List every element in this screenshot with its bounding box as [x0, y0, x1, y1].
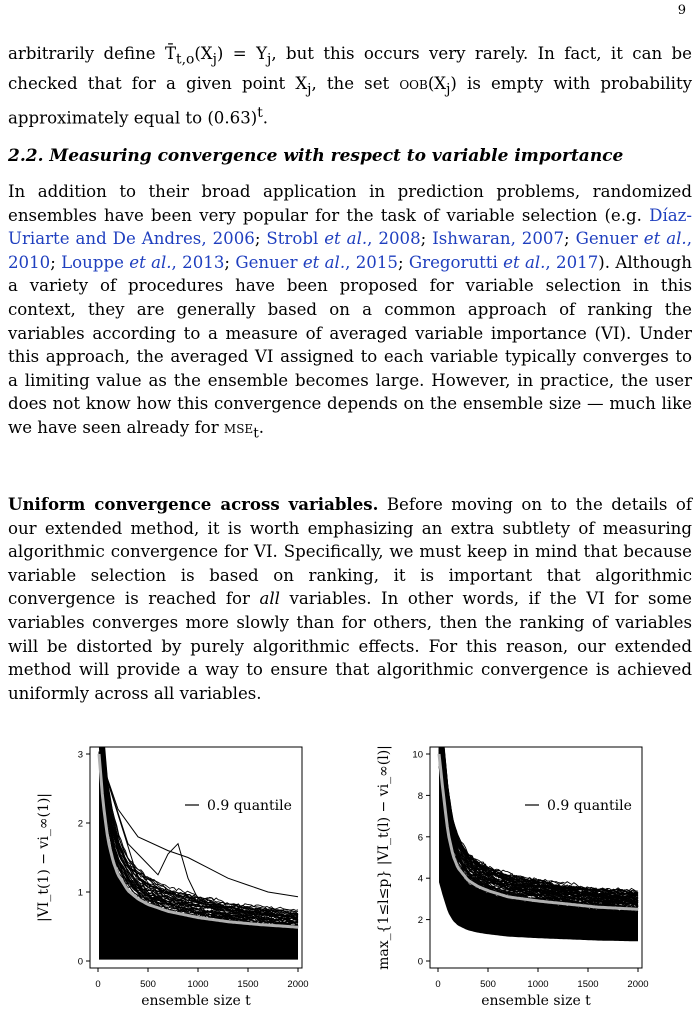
section-title: 2.2. Measuring convergence with respect to variable importance [8, 146, 624, 166]
x-tick-label: 1000 [187, 979, 209, 990]
y-tick-label: 1 [77, 887, 83, 899]
x-tick-label: 1500 [577, 979, 599, 990]
chart-2 [376, 735, 649, 1009]
citation-link[interactable]: Genuer et al., 2015 [235, 252, 398, 272]
paragraph-heading: Uniform convergence across variables. [8, 494, 379, 514]
citation-link[interactable]: Ishwaran, 2007 [432, 229, 565, 249]
page-number: 9 [677, 3, 686, 18]
figure-svg [0, 735, 700, 1023]
citation-link[interactable]: Louppe et al., 2013 [61, 252, 225, 272]
y-tick-label: 0 [417, 956, 423, 968]
x-tick-label: 500 [480, 979, 496, 990]
y-axis-title: max_{1≤l≤p} |VI_t(l) − vi_∞(l)| [376, 745, 392, 970]
trajectory-line [99, 735, 298, 916]
legend-label: 0.9 quantile [207, 798, 292, 814]
paragraph-variable-selection: In addition to their broad application in prediction problems, randomized ensembles have been very popular for the task of variable selection (e.g. Díaz-Uriarte and De Andres, 2006; Strobl et al., 2008; Ishwaran, 2007; Genuer et al., 2010; Louppe et al., 2013; Genuer et al., 2015; Gregorutti et al., 2017). Although a variety of procedures have been proposed for variable selection in this context, they are generally based on a common approach of ranking the variables according to a measure of averaged variable importance (VI). Under this approach, the averaged VI assigned to each variable typically converges to a limiting value as the ensemble becomes large. However, in practice, the user does not know how this convergence depends on the ensemble size — much like we have seen already for mse$_t$. [8, 182, 692, 442]
y-tick-label: 10 [412, 749, 423, 761]
x-tick-label: 500 [140, 979, 156, 990]
y-tick-label: 2 [417, 915, 423, 927]
y-tick-label: 0 [77, 956, 83, 968]
citation-link[interactable]: Strobl et al., 2008 [266, 229, 421, 249]
citation-link[interactable]: Díaz-Uriarte and De Andres, 2006 [8, 205, 692, 249]
chart-1 [36, 735, 309, 1009]
paragraph-uniform-convergence: Uniform convergence across variables. Before moving on to the details of our extended method, it is worth emphasizing an extra subtlety of measuring algorithmic convergence for VI. Specifically, we must keep in mind that because variable selection is based on ranking, it is important that algorithmic convergence is reached for all variables. In other words, if the VI for some variables converges more slowly than for others, then the ranking of variables will be distorted by purely algorithmic effects. For this reason, our extended method will provide a way to ensure that algorithmic convergence is achieved uniformly across all variables. [8, 494, 693, 703]
y-tick-label: 8 [417, 790, 423, 802]
citation-link[interactable]: Genuer et al., 2010 [8, 229, 692, 272]
y-axis-title: |VI_t(1) − vi_∞(1)| [36, 792, 52, 923]
y-tick-label: 2 [77, 818, 83, 830]
y-tick-label: 4 [417, 873, 423, 885]
citation-link[interactable]: Gregorutti et al., 2017 [408, 252, 599, 272]
trajectory-fill [439, 762, 638, 941]
x-axis-title: ensemble size t [481, 993, 591, 1009]
x-axis-title: ensemble size t [141, 993, 251, 1009]
legend-label: 0.9 quantile [547, 798, 632, 814]
x-tick-label: 1500 [237, 979, 259, 990]
x-tick-label: 1000 [527, 979, 549, 990]
trajectory-band [439, 735, 638, 941]
x-tick-label: 2000 [287, 979, 309, 990]
trajectory-band [99, 735, 298, 960]
x-tick-label: 2000 [627, 979, 649, 990]
x-tick-label: 0 [435, 979, 441, 990]
x-tick-label: 0 [95, 979, 101, 990]
paragraph-oob: arbitrarily define $T̄_{t,o}(X_j) = Y_j$, but this occurs very rarely. In fact, it can be checked that for a given point $X_j$, the set $oob(X_j)$ is empty with probability approximately equal to $(0.63)^t$. [8, 44, 692, 128]
y-tick-label: 6 [417, 832, 423, 844]
figure-convergence-plots [0, 735, 700, 1023]
y-tick-label: 3 [77, 749, 83, 761]
